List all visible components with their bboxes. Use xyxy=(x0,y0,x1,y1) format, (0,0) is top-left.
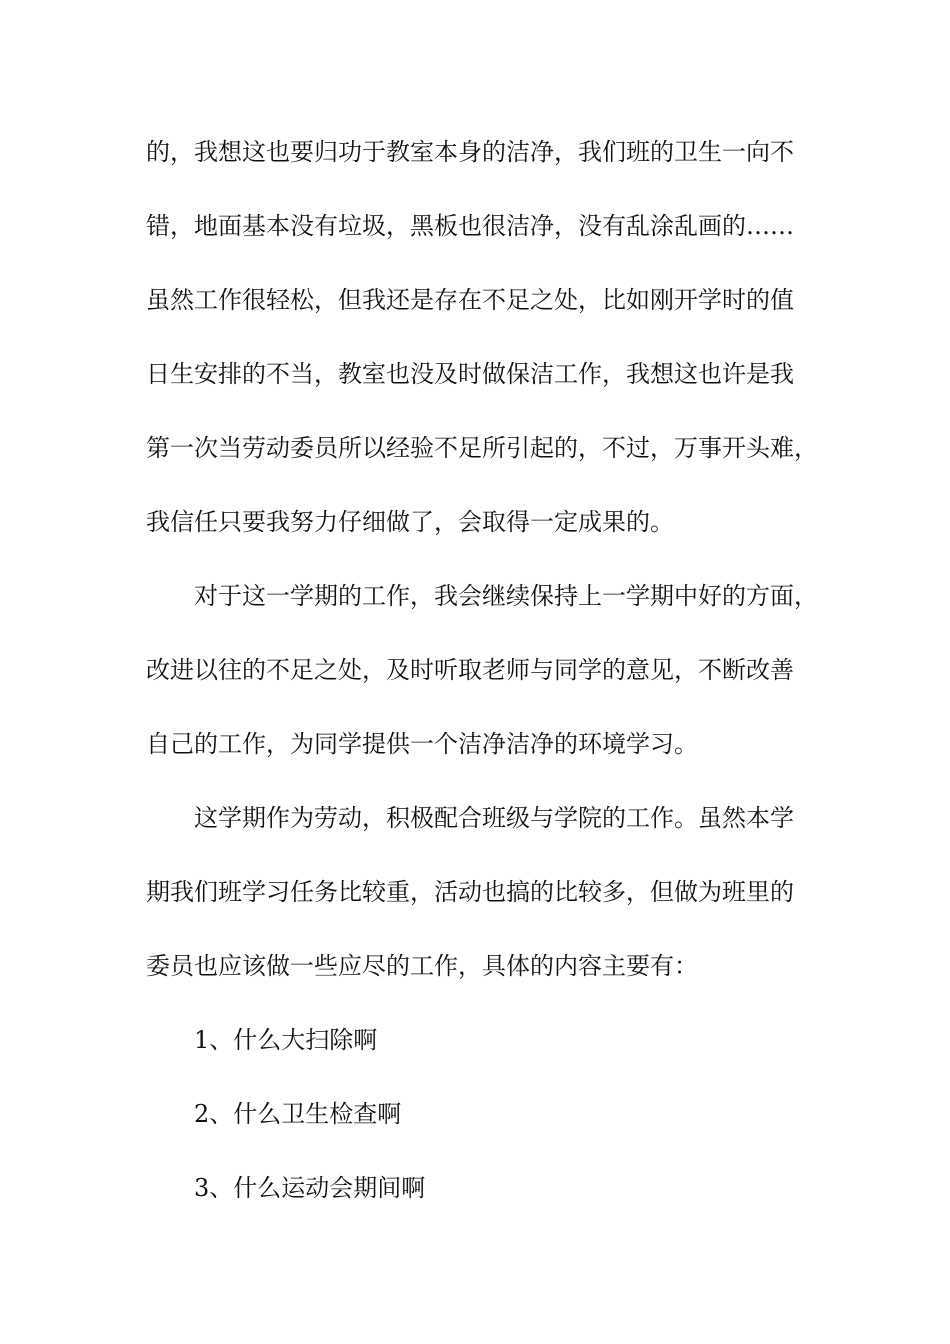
text-line: 错，地面基本没有垃圾，黑板也很洁净，没有乱涂乱画的…… xyxy=(146,212,794,240)
list-item: 2、什么卫生检查啊 xyxy=(194,1100,402,1128)
paragraph-first-line: 对于这一学期的工作，我会继续保持上一学期中好的方面， xyxy=(194,582,818,610)
text-line: 期我们班学习任务比较重，活动也搞的比较多，但做为班里的 xyxy=(146,878,794,906)
text-line: 的，我想这也要归功于教室本身的洁净，我们班的卫生一向不 xyxy=(146,138,794,166)
paragraph-first-line: 这学期作为劳动，积极配合班级与学院的工作。虽然本学 xyxy=(194,804,794,832)
text-line: 虽然工作很轻松，但我还是存在不足之处，比如刚开学时的值 xyxy=(146,286,794,314)
text-line: 改进以往的不足之处，及时听取老师与同学的意见，不断改善 xyxy=(146,656,794,684)
text-line: 委员也应该做一些应尽的工作，具体的内容主要有： xyxy=(146,952,698,980)
list-item: 3、什么运动会期间啊 xyxy=(194,1174,426,1202)
text-line: 日生安排的不当，教室也没及时做保洁工作，我想这也许是我 xyxy=(146,360,794,388)
list-item: 1、什么大扫除啊 xyxy=(194,1026,378,1054)
text-line: 自己的工作，为同学提供一个洁净洁净的环境学习。 xyxy=(146,730,698,758)
text-line: 第一次当劳动委员所以经验不足所引起的，不过，万事开头难， xyxy=(146,434,818,462)
text-line: 我信任只要我努力仔细做了，会取得一定成果的。 xyxy=(146,508,674,536)
